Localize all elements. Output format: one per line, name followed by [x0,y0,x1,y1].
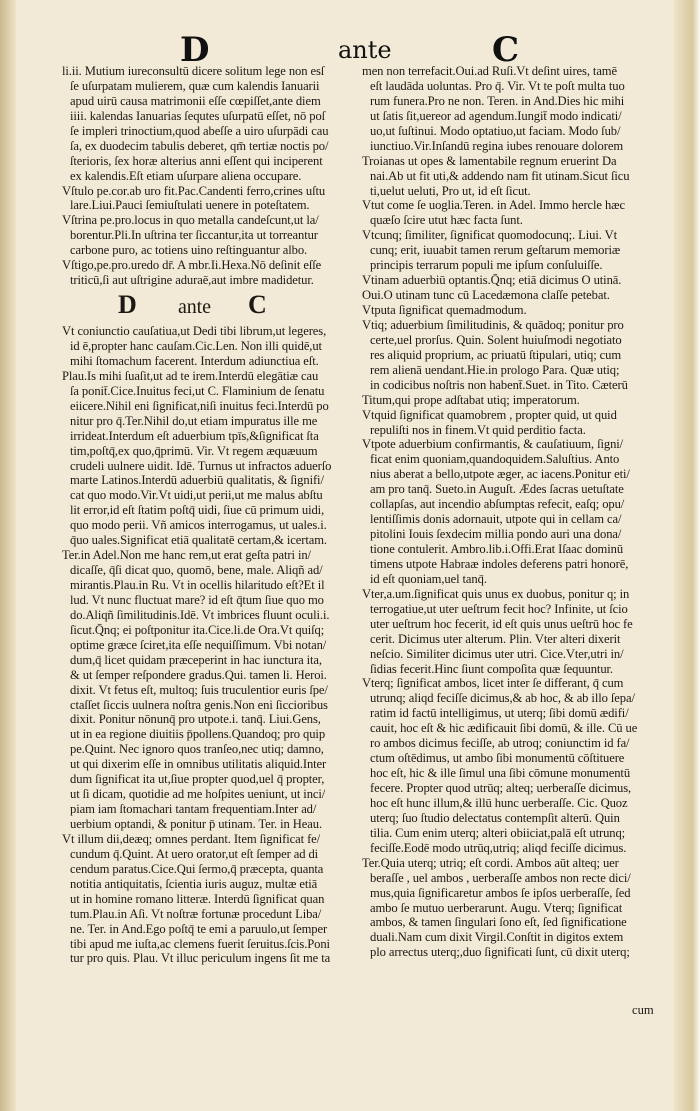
text-line: dum ſignificat ita ut,ſiue propter quod,uel q̄ propter, [70,772,325,787]
text-line: ctaſſet ſiccis uulnera noſtra genis.Non eni ſiccioribus [70,697,328,712]
text-line: tur pro quis. Plau. Vt illuc periculum ingens ſit me ta [70,951,331,966]
text-line: uterq; ſuo ſtudio delectatus contempſit alterū. Quin [370,810,620,825]
text-line: mirantis.Plau.in Ru. Vt in ocellis hilaritudo eſt?Et il [70,578,325,592]
section-heading [62,292,354,322]
text-line: dixit. Ponitur nōnunq̄ pro utpote.i. tanq̄. Liui.Gens, [70,712,321,727]
text-line: dixit. Vt fetus eſt, multoq; ſuis truculentior euris ſpe/ [70,682,328,697]
text-line: carbone puro, ac totiens uino reſtinguantur albo. [70,243,308,258]
text-line: Vterq; ſignificat ambos, licet inter ſe differant, q̄ cum [362,676,624,691]
text-line: optime græce ſciret,ita eſſe nequiſſimum. Vbi notan/ [70,637,327,652]
text-line: iunctiuo.Vir.Inſandū regina iubes renouare dolorem [370,138,624,153]
text-line: ſa, ex duodecim tabulis deberet, qm̄ tertiæ noctis po/ [70,138,329,153]
text-line: q̄uo uales.Significat etiā qualitatē certam,& icertam. [70,533,327,548]
text-line: cauit, hoc eſt & hic ædificauit ſibi domū, & ille. Cū ue [370,721,638,736]
text-line: eiicere.Nihil eni ſignificat,niſi inuitus feci.Interdū po [70,398,329,413]
text-line: ſidias fecerit.Hinc ſiunt compoſita quæ ſequuntur. [370,661,613,676]
text-line: cerit. Dicimus uter alterum. Plin. Vter alteri dixerit [370,631,621,646]
text-line: Titum,qui prope adſtabat utiq; imperatorum. [362,392,580,407]
text-line: ſa ponit̄.Cice.Inuitus feci,ut C. Flaminium de ſenatu [70,383,325,398]
text-line: do.Aliqñ ſimilitudinis.Idē. Vt imbrices fluunt oculi.i. [70,607,330,622]
text-line: Vtinam aduerbiū optantis.Q̄nq; etiā dicimus O utinā. [362,273,622,288]
page-edge [674,0,700,1111]
text-line: hoc eſt, hic & ille ſimul una ſibi cōmune monumentū [370,766,631,781]
text-line: id eſt quoniam,uel tanq̄. [370,571,487,586]
left-column-bottom-text [62,324,354,966]
text-line: mihi ſtomachum facerent. Interdum adiunctiua eſt. [70,353,319,368]
text-line: ti,uelut ueluti, Pro ut, id eſt ſicut. [370,183,531,198]
text-line: cunq; erit, iuuabit tamen rerum geſtarum memoriæ [370,243,621,258]
text-line: ex kalendis.Eſt etiam uſurpare aliena occupare. [70,168,302,183]
text-line: Vtiq; aduerbium ſimilitudinis, & quādoq; ponitur pro [362,317,624,332]
text-line: Plau.Is mihi ſuaſit,ut ad te irem.Interdū elegātiæ cau [62,368,319,383]
section-heading-letter-left: D [118,290,137,320]
text-line: rum funera.Pro ne non. Teren. in And.Dies hic mihi [370,93,625,108]
text-line: ctum oſtēdimus, ut ambo ſibi monumentū cōſtituere [370,751,625,766]
text-line: dum,q̄ licet quidam præceperint in hac iunctura ita, [70,652,322,667]
text-line: lentiſſimis donis adornauit, utpote qui in cellam ca/ [370,512,622,527]
text-line: uo,ut ſuſtinui. Modo optatiuo,ut faciam. Modo ſub/ [370,123,621,138]
right-column-text [362,64,670,960]
text-line: Vtut come ſe uoglia.Teren. in Adel. Immo hercle hæc [362,198,625,213]
text-line: eſt laudāda uoluntas. Pro q̄. Vir. Vt te poſt multa tuo [370,78,625,93]
text-line: ficat enim quoniam,quandoquidem.Saluſtius. Anto [370,452,620,467]
text-line: Vtcunq; ſimiliter, ſignificat quomodocunq;. Liui. Vt [362,228,618,243]
text-line: tum.Plau.in Aſi. Vt noſtræ fortunæ procedunt Liba/ [70,906,322,921]
text-line: tione contulerit. Ambro.lib.i.Offi.Erat Iſaac dominū [370,542,624,556]
text-line: Vter,a.um.ſignificat quis unus ex duobus, ponitur q; in [362,586,630,601]
text-line: triticū,ſi aut uſtrigine aduraē,aut imbre madidetur. [70,273,314,288]
text-line: neſcio. Similiter dicimus uter utri. Cice.Vter,utri in/ [370,646,624,661]
text-line: notitia antiquitatis, ſcientia iuris auguz, multæ etiā [70,876,318,891]
text-line: lud. Vt nunc fluctuat mare? id eſt q̄tum ſiue quo mo [70,592,324,607]
text-line: apud uirū causa matrimonii eſſe cœpiſſet,ante diem [70,93,321,108]
text-line: utrunq; aliqd feciſſe dicimus,& ab hoc, & ab illo ſepa/ [370,691,635,706]
text-line: Vſtigo,pe.pro.uredo dr̄. A mbr.Ii.Hexa.Nō deſinit eſſe [62,258,322,273]
text-line: lit error,id eſt ſtatim poſtq̄ uidi, ſiue cū primum uidi, [70,503,325,518]
text-line: Vſtulo pe.cor.ab uro fit.Pac.Candenti ferro,crines uſtu [62,183,326,198]
text-line: nai.Ab ut fit uti,& addendo nam fit utinam.Sicut ſicu [370,168,630,183]
text-line: repuliſti nos in finem.Vt quid perditio facta. [370,422,586,437]
right-column [362,64,670,960]
text-line: irrideat.Interdum eſt aduerbium tpīs,&ſignificat ſta [70,428,319,443]
text-line: iiii. kalendas Ianuarias ſequtes uſurpatū eſſet, nō poſ [70,108,326,123]
text-line: Troianas ut opes & lamentabile regnum eruerint Da [362,153,617,168]
text-line: in codicibus noſtris non habent̄.Suet. in Tito. Cæterū [370,377,628,392]
running-head-letter-right: C [492,30,520,70]
text-line: principis terrarum populi me ipſum conſuluiſſe. [370,258,603,273]
text-line: quæſo ſcire utut hæc facta ſunt. [370,213,523,228]
text-line: ro ambos dicimus feciſſe, ab utroq; coniunctim id fa/ [370,736,630,751]
text-line: tim,poſtq̄,ex quo,q̄primū. Vir. Vt regem æquæuum [70,443,318,458]
text-line: cendum paratus.Cice.Qui ſermo,q̄ præcepta, quanta [70,861,324,876]
text-line: Oui.O utinam tunc cū Lacedæmona claſſe petebat. [362,288,610,303]
text-line: Vt illum dii,deæq; omnes perdant. Item ſignificat fe/ [62,831,321,846]
section-heading-word: ante [178,296,211,319]
catchword: cum [632,1003,654,1017]
text-line: crudeli uulnere uidit. Idē. Turnus ut infractos aduerſo [70,458,332,473]
text-line: Vtquid ſignificat quamobrem , propter quid, ut quid [362,407,617,422]
text-line: duali.Nam cum dixit Virgil.Conſtit in digitos extem [370,930,624,945]
text-line: am pro tanq̄. Sueto.in Auguſt. Ædes ſacras uetuſtate [370,482,624,497]
text-line: rem alienā uendant.Hie.in prologo Para. Quæ utiq; [370,362,620,377]
text-line: cat quo modo.Vir.Vt uidi,ut perii,ut me malus abſtu [70,488,323,503]
running-head-word: ante [338,36,392,64]
text-line: nitur pro q̄.Ter.Nihil do,ut etiam impuratus ille me [70,413,318,428]
text-line: ſicut.Q̄nq; ei poſtponitur ita.Cice.li.de Ora.Vt quiſq; [70,622,325,637]
text-line: Vtpote aduerbium confirmantis, & cauſatiuum, ſigni/ [362,437,624,452]
text-line: plo arrectus uterq;,duo ſignificati ſunt, cū dixit uterq; [370,945,630,960]
text-line: terrogatiue,ut uter ueſtrum fecit hoc? Infinite, ut ſcio [370,601,628,616]
text-line: Ter.in Adel.Non me hanc rem,ut erat geſta patri in/ [62,548,311,563]
text-line: borentur.Pli.In uſtrina ter ſiccantur,ita ut torreantur [70,228,318,243]
text-line: & ut ſemper reſpondere gradus.Qui. tamen li. Heroi. [70,667,327,682]
text-line: pe.Quint. Nec ignoro quos tranſeo,nec utiq; damno, [70,742,324,757]
text-line: uter ueſtrum hoc fecerit, id eſt quis unus ueſtrū hoc fe [370,616,633,631]
text-line: tibi apud me iuſta,ac clemens fuerit ſeruitus.ſcis.Poni [70,936,330,951]
text-line: ſterioris, ſex horæ alterius anni eſſent qui inciperent [70,153,323,168]
text-line: certe,uel prorſus. Quin. Solent huiuſmodi negotiato [370,332,622,347]
text-line: cundum q̄.Quint. At uero orator,ut eſt ſemper ad di [70,846,319,861]
text-line: Ter.Quia uterq; utriq; eſt cordi. Ambos aūt alteq; uer [362,855,619,870]
text-line: ſe impleri trinoctium,quod abeſſe a uiro uſurpādi cau [70,123,329,138]
left-column [62,64,354,966]
text-line: piam iam ſtomachari tantam frequentiam.Inter ad/ [70,802,317,817]
text-line: ratim id factū intelligimus, ut uterq; ſibi domū ædifi/ [370,706,629,721]
text-line: ut qui dixerim eſſe in omnibus utilitatis aliquid.Inter [70,757,327,772]
text-line: ut in homine romano litteræ. Interdū ſignificat quan [70,891,325,906]
text-line: nius aberat a bello,utpote æger, ac iacens.Ponitur eti/ [370,467,630,482]
text-line: collapſas, aut incendio abſumptas refecit, eaſq; opu/ [370,497,625,512]
left-column-top-text [62,64,354,288]
text-line: beraſſe , uel ambos , uerberaſſe ambos non recte dici/ [370,870,631,885]
text-line: feciſſe.Eodē modo utrūq,utriq; aliqd feciſſe dicimus. [370,840,627,855]
text-line: ut in ea regione diuitiis p̄pollens.Quandoq; pro quip [70,727,326,742]
text-line: timens utpote Habraæ indoles deferens patri honorē, [370,556,629,571]
text-line: ut ſatis ſit,uereor ad agendum.Iungit̄ modo indicati/ [370,108,622,123]
text-line: res aliquid proprium, ac priuatū ſtipulari, utiq; cum [370,347,622,362]
text-line: ſe uſurpatam mulierem, quæ cum kalendis Ianuarii [70,78,320,93]
text-line: ne. Ter. in And.Ego poſtq̄ te emi a paruulo,ut ſemper [70,921,328,936]
text-line: hoc eſt hunc illum,& illū hunc uerberaſſe. Cic. Quoz [370,795,628,810]
text-line: Vt coniunctio cauſatiua,ut Dedi tibi librum,ut legeres, [62,324,327,339]
section-heading-letter-right: C [248,290,267,320]
text-line: id ē,propter hanc cauſam.Cic.Len. Non illi quidē,ut [70,339,322,353]
text-line: pitolini Iouis ſexdecim millia pondo auri una dona/ [370,527,622,542]
text-line: uerbium optandi, & ponitur p̄ utinam. Ter. in Heau. [70,817,323,831]
text-line: marte Latinos.Interdū aduerbiū qualitatis, & ſignifi/ [70,473,324,488]
text-line: ut ſi dicam, quotidie ad me hoſpites ueniunt, ut inci/ [70,787,326,802]
text-line: men non terrefacit.Oui.ad Ruſi.Vt deſint uires, tamē [362,64,617,78]
text-line: dicaſſe, q̄ſi dicat quo, quomō, bene, male. Aliqñ ad/ [70,563,323,578]
text-line: ambos, & tamen ſingulari ſono eſt, ſed ſignificatione [370,915,627,930]
page-gutter-shadow [0,0,16,1111]
text-line: quo modo perii. Vñ amicos interrogamus, ut uales.i. [70,518,327,533]
text-line: Vtputa ſignificat quemadmodum. [362,303,527,317]
text-line: li.ii. Mutium iureconsultū dicere solitum lege non esſ [62,64,325,78]
text-line: fecere. Propter quod utrūq; alteq; uerberaſſe dicimus, [370,781,632,795]
text-line: lare.Liui.Pauci ſemiuſtulati uenere in poteſtatem. [70,198,310,213]
text-line: Vſtrina pe.pro.locus in quo metalla candeſcunt,ut la/ [62,213,319,228]
text-line: ambo ſe mutuo uerberarunt. Augu. Vterq; ſignificat [370,900,623,915]
text-line: tilia. Cum enim uterq; alteri obiiciat,palā eſt utrunq; [370,825,626,840]
running-head-letter-left: D [180,30,210,70]
text-line: mus,quia ſignificaretur ambos ſe ipſos uerberaſſe, ſed [370,885,631,900]
